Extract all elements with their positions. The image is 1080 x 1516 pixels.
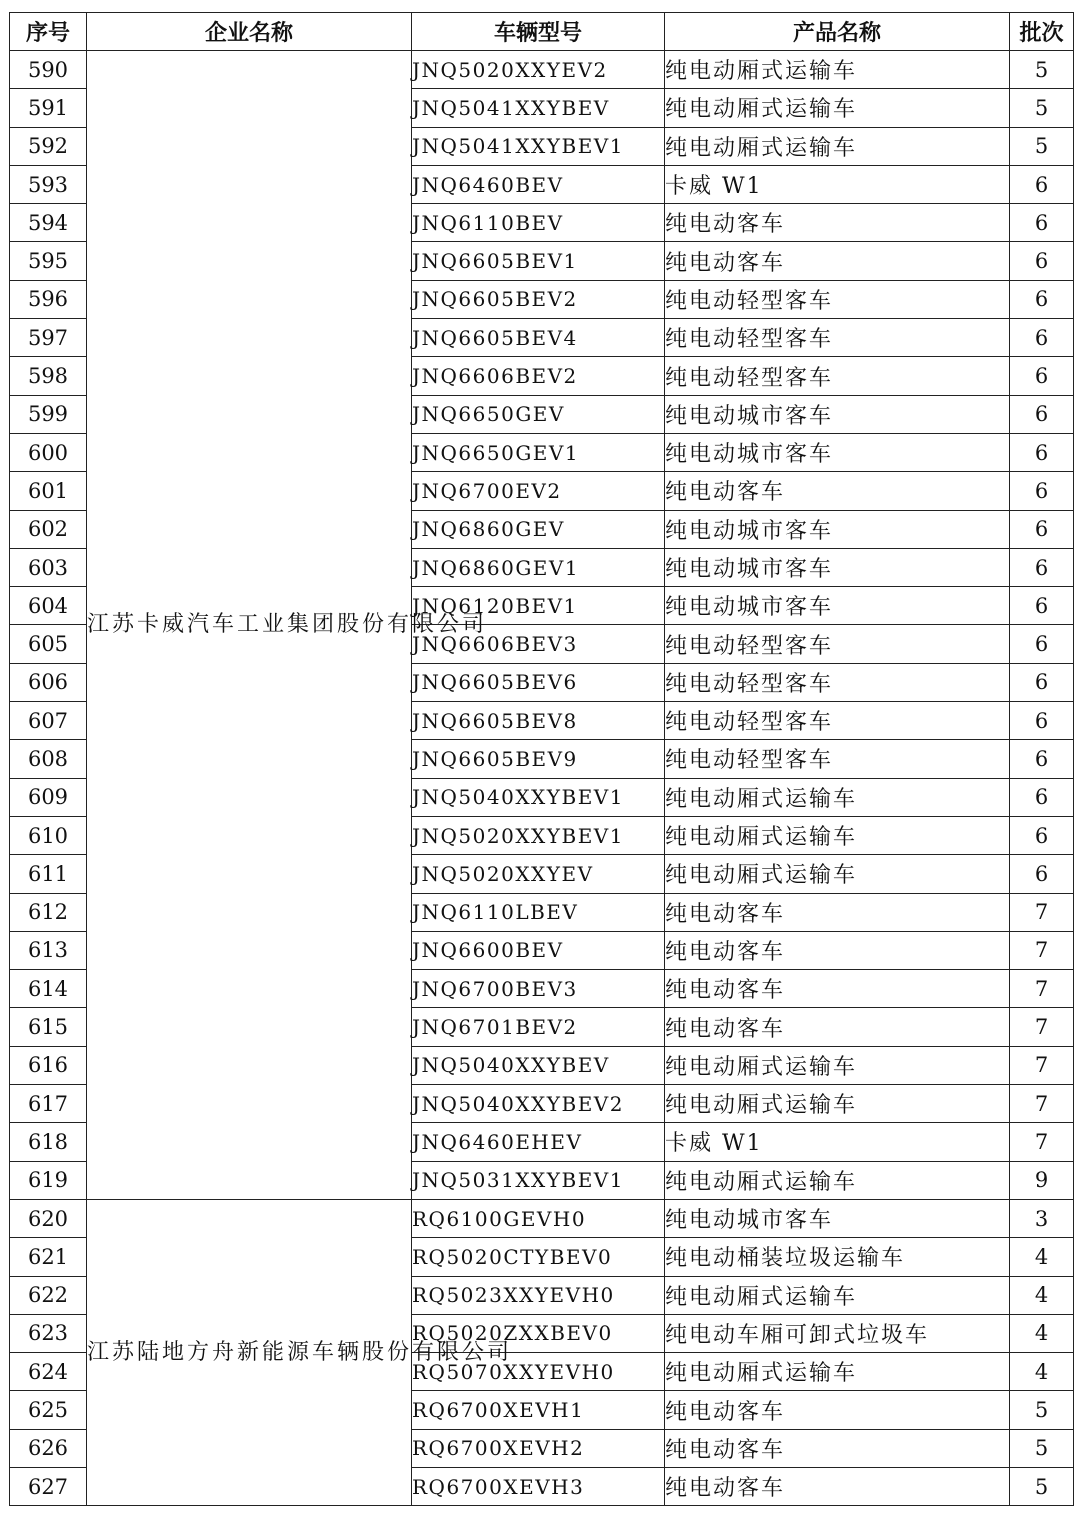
batch-cell: 6 bbox=[1010, 778, 1074, 816]
seq-cell: 621 bbox=[10, 1238, 87, 1276]
seq-cell: 614 bbox=[10, 970, 87, 1008]
seq-cell: 601 bbox=[10, 472, 87, 510]
batch-cell: 6 bbox=[1010, 855, 1074, 893]
model-cell: JNQ5020XXYEV2 bbox=[412, 51, 665, 89]
batch-cell: 6 bbox=[1010, 548, 1074, 586]
seq-cell: 594 bbox=[10, 204, 87, 242]
model-cell: JNQ6650GEV1 bbox=[412, 433, 665, 471]
seq-cell: 609 bbox=[10, 778, 87, 816]
product-cell: 纯电动厢式运输车 bbox=[665, 855, 1010, 893]
seq-cell: 623 bbox=[10, 1314, 87, 1352]
product-cell: 纯电动城市客车 bbox=[665, 548, 1010, 586]
seq-cell: 624 bbox=[10, 1353, 87, 1391]
seq-cell: 612 bbox=[10, 893, 87, 931]
batch-cell: 5 bbox=[1010, 1391, 1074, 1429]
product-cell: 纯电动厢式运输车 bbox=[665, 1046, 1010, 1084]
table-header-row bbox=[10, 13, 1074, 51]
model-cell: JNQ6110BEV bbox=[412, 204, 665, 242]
seq-cell: 620 bbox=[10, 1199, 87, 1237]
batch-cell: 7 bbox=[1010, 1123, 1074, 1161]
batch-cell: 4 bbox=[1010, 1238, 1074, 1276]
batch-cell: 6 bbox=[1010, 472, 1074, 510]
seq-cell: 599 bbox=[10, 395, 87, 433]
seq-cell: 622 bbox=[10, 1276, 87, 1314]
model-cell: JNQ6860GEV bbox=[412, 510, 665, 548]
model-cell: JNQ5040XXYBEV1 bbox=[412, 778, 665, 816]
header-seq: 序号 bbox=[10, 13, 87, 51]
model-cell: RQ6700XEVH1 bbox=[412, 1391, 665, 1429]
batch-cell: 6 bbox=[1010, 319, 1074, 357]
product-cell: 纯电动客车 bbox=[665, 931, 1010, 969]
batch-cell: 4 bbox=[1010, 1276, 1074, 1314]
batch-cell: 7 bbox=[1010, 1046, 1074, 1084]
table-row bbox=[10, 1199, 1074, 1237]
product-cell: 卡威 W1 bbox=[665, 165, 1010, 203]
product-cell: 纯电动厢式运输车 bbox=[665, 1353, 1010, 1391]
model-cell: JNQ6110LBEV bbox=[412, 893, 665, 931]
batch-cell: 6 bbox=[1010, 510, 1074, 548]
batch-cell: 6 bbox=[1010, 433, 1074, 471]
header-model: 车辆型号 bbox=[412, 13, 665, 51]
model-cell: JNQ6605BEV6 bbox=[412, 663, 665, 701]
seq-cell: 617 bbox=[10, 1085, 87, 1123]
product-cell: 纯电动厢式运输车 bbox=[665, 816, 1010, 854]
model-cell: JNQ6460EHEV bbox=[412, 1123, 665, 1161]
product-cell: 纯电动轻型客车 bbox=[665, 740, 1010, 778]
model-cell: RQ5023XXYEVH0 bbox=[412, 1276, 665, 1314]
product-cell: 纯电动客车 bbox=[665, 1467, 1010, 1505]
header-batch: 批次 bbox=[1010, 13, 1074, 51]
product-cell: 纯电动客车 bbox=[665, 204, 1010, 242]
batch-cell: 6 bbox=[1010, 702, 1074, 740]
seq-cell: 618 bbox=[10, 1123, 87, 1161]
model-cell: JNQ6860GEV1 bbox=[412, 548, 665, 586]
model-cell: JNQ6600BEV bbox=[412, 931, 665, 969]
model-cell: JNQ5040XXYBEV bbox=[412, 1046, 665, 1084]
batch-cell: 6 bbox=[1010, 165, 1074, 203]
product-cell: 纯电动厢式运输车 bbox=[665, 778, 1010, 816]
seq-cell: 592 bbox=[10, 127, 87, 165]
batch-cell: 7 bbox=[1010, 931, 1074, 969]
model-cell: JNQ6605BEV1 bbox=[412, 242, 665, 280]
seq-cell: 619 bbox=[10, 1161, 87, 1199]
model-cell: JNQ6120BEV1 bbox=[412, 587, 665, 625]
batch-cell: 9 bbox=[1010, 1161, 1074, 1199]
batch-cell: 6 bbox=[1010, 625, 1074, 663]
product-cell: 纯电动轻型客车 bbox=[665, 357, 1010, 395]
model-cell: JNQ5020XXYEV bbox=[412, 855, 665, 893]
product-cell: 纯电动轻型客车 bbox=[665, 663, 1010, 701]
product-cell: 卡威 W1 bbox=[665, 1123, 1010, 1161]
seq-cell: 611 bbox=[10, 855, 87, 893]
seq-cell: 597 bbox=[10, 319, 87, 357]
batch-cell: 6 bbox=[1010, 280, 1074, 318]
seq-cell: 615 bbox=[10, 1008, 87, 1046]
batch-cell: 7 bbox=[1010, 970, 1074, 1008]
header-company: 企业名称 bbox=[87, 13, 412, 51]
seq-cell: 603 bbox=[10, 548, 87, 586]
company-cell: 江苏卡威汽车工业集团股份有限公司 bbox=[87, 51, 412, 1200]
product-cell: 纯电动轻型客车 bbox=[665, 280, 1010, 318]
product-cell: 纯电动车厢可卸式垃圾车 bbox=[665, 1314, 1010, 1352]
table-row bbox=[10, 51, 1074, 89]
batch-cell: 3 bbox=[1010, 1199, 1074, 1237]
seq-cell: 600 bbox=[10, 433, 87, 471]
batch-cell: 6 bbox=[1010, 587, 1074, 625]
product-cell: 纯电动客车 bbox=[665, 1391, 1010, 1429]
model-cell: RQ6700XEVH2 bbox=[412, 1429, 665, 1467]
company-cell: 江苏陆地方舟新能源车辆股份有限公司 bbox=[87, 1199, 412, 1505]
seq-cell: 607 bbox=[10, 702, 87, 740]
product-cell: 纯电动厢式运输车 bbox=[665, 1276, 1010, 1314]
model-cell: JNQ6606BEV3 bbox=[412, 625, 665, 663]
seq-cell: 598 bbox=[10, 357, 87, 395]
batch-cell: 5 bbox=[1010, 1467, 1074, 1505]
model-cell: RQ5070XXYEVH0 bbox=[412, 1353, 665, 1391]
model-cell: JNQ5020XXYBEV1 bbox=[412, 816, 665, 854]
table-body bbox=[10, 51, 1074, 1506]
seq-cell: 625 bbox=[10, 1391, 87, 1429]
product-cell: 纯电动客车 bbox=[665, 242, 1010, 280]
batch-cell: 6 bbox=[1010, 242, 1074, 280]
batch-cell: 6 bbox=[1010, 357, 1074, 395]
product-cell: 纯电动轻型客车 bbox=[665, 702, 1010, 740]
batch-cell: 5 bbox=[1010, 1429, 1074, 1467]
batch-cell: 7 bbox=[1010, 1085, 1074, 1123]
product-cell: 纯电动客车 bbox=[665, 1429, 1010, 1467]
seq-cell: 605 bbox=[10, 625, 87, 663]
model-cell: JNQ6700EV2 bbox=[412, 472, 665, 510]
product-cell: 纯电动厢式运输车 bbox=[665, 1085, 1010, 1123]
batch-cell: 5 bbox=[1010, 127, 1074, 165]
product-cell: 纯电动桶装垃圾运输车 bbox=[665, 1238, 1010, 1276]
model-cell: JNQ6605BEV8 bbox=[412, 702, 665, 740]
batch-cell: 6 bbox=[1010, 740, 1074, 778]
product-cell: 纯电动轻型客车 bbox=[665, 319, 1010, 357]
batch-cell: 4 bbox=[1010, 1314, 1074, 1352]
model-cell: RQ5020ZXXBEV0 bbox=[412, 1314, 665, 1352]
product-cell: 纯电动城市客车 bbox=[665, 1199, 1010, 1237]
header-product: 产品名称 bbox=[665, 13, 1010, 51]
seq-cell: 626 bbox=[10, 1429, 87, 1467]
batch-cell: 6 bbox=[1010, 395, 1074, 433]
seq-cell: 608 bbox=[10, 740, 87, 778]
model-cell: JNQ6605BEV4 bbox=[412, 319, 665, 357]
model-cell: JNQ5041XXYBEV1 bbox=[412, 127, 665, 165]
model-cell: JNQ6605BEV2 bbox=[412, 280, 665, 318]
vehicle-catalog-table bbox=[9, 12, 1074, 1506]
product-cell: 纯电动厢式运输车 bbox=[665, 51, 1010, 89]
model-cell: JNQ6606BEV2 bbox=[412, 357, 665, 395]
model-cell: JNQ5031XXYBEV1 bbox=[412, 1161, 665, 1199]
seq-cell: 596 bbox=[10, 280, 87, 318]
model-cell: JNQ6650GEV bbox=[412, 395, 665, 433]
model-cell: RQ5020CTYBEV0 bbox=[412, 1238, 665, 1276]
seq-cell: 616 bbox=[10, 1046, 87, 1084]
model-cell: JNQ5040XXYBEV2 bbox=[412, 1085, 665, 1123]
batch-cell: 7 bbox=[1010, 893, 1074, 931]
product-cell: 纯电动客车 bbox=[665, 1008, 1010, 1046]
model-cell: RQ6700XEVH3 bbox=[412, 1467, 665, 1505]
product-cell: 纯电动城市客车 bbox=[665, 433, 1010, 471]
model-cell: JNQ6701BEV2 bbox=[412, 1008, 665, 1046]
model-cell: JNQ6605BEV9 bbox=[412, 740, 665, 778]
seq-cell: 595 bbox=[10, 242, 87, 280]
batch-cell: 6 bbox=[1010, 663, 1074, 701]
product-cell: 纯电动厢式运输车 bbox=[665, 89, 1010, 127]
seq-cell: 610 bbox=[10, 816, 87, 854]
seq-cell: 606 bbox=[10, 663, 87, 701]
product-cell: 纯电动城市客车 bbox=[665, 395, 1010, 433]
model-cell: JNQ6460BEV bbox=[412, 165, 665, 203]
batch-cell: 7 bbox=[1010, 1008, 1074, 1046]
seq-cell: 593 bbox=[10, 165, 87, 203]
seq-cell: 602 bbox=[10, 510, 87, 548]
seq-cell: 591 bbox=[10, 89, 87, 127]
product-cell: 纯电动城市客车 bbox=[665, 587, 1010, 625]
product-cell: 纯电动城市客车 bbox=[665, 510, 1010, 548]
product-cell: 纯电动轻型客车 bbox=[665, 625, 1010, 663]
seq-cell: 590 bbox=[10, 51, 87, 89]
batch-cell: 6 bbox=[1010, 816, 1074, 854]
model-cell: RQ6100GEVH0 bbox=[412, 1199, 665, 1237]
seq-cell: 613 bbox=[10, 931, 87, 969]
product-cell: 纯电动客车 bbox=[665, 472, 1010, 510]
batch-cell: 5 bbox=[1010, 89, 1074, 127]
product-cell: 纯电动客车 bbox=[665, 893, 1010, 931]
seq-cell: 627 bbox=[10, 1467, 87, 1505]
product-cell: 纯电动客车 bbox=[665, 970, 1010, 1008]
batch-cell: 4 bbox=[1010, 1353, 1074, 1391]
product-cell: 纯电动厢式运输车 bbox=[665, 127, 1010, 165]
product-cell: 纯电动厢式运输车 bbox=[665, 1161, 1010, 1199]
model-cell: JNQ5041XXYBEV bbox=[412, 89, 665, 127]
model-cell: JNQ6700BEV3 bbox=[412, 970, 665, 1008]
seq-cell: 604 bbox=[10, 587, 87, 625]
batch-cell: 5 bbox=[1010, 51, 1074, 89]
batch-cell: 6 bbox=[1010, 204, 1074, 242]
